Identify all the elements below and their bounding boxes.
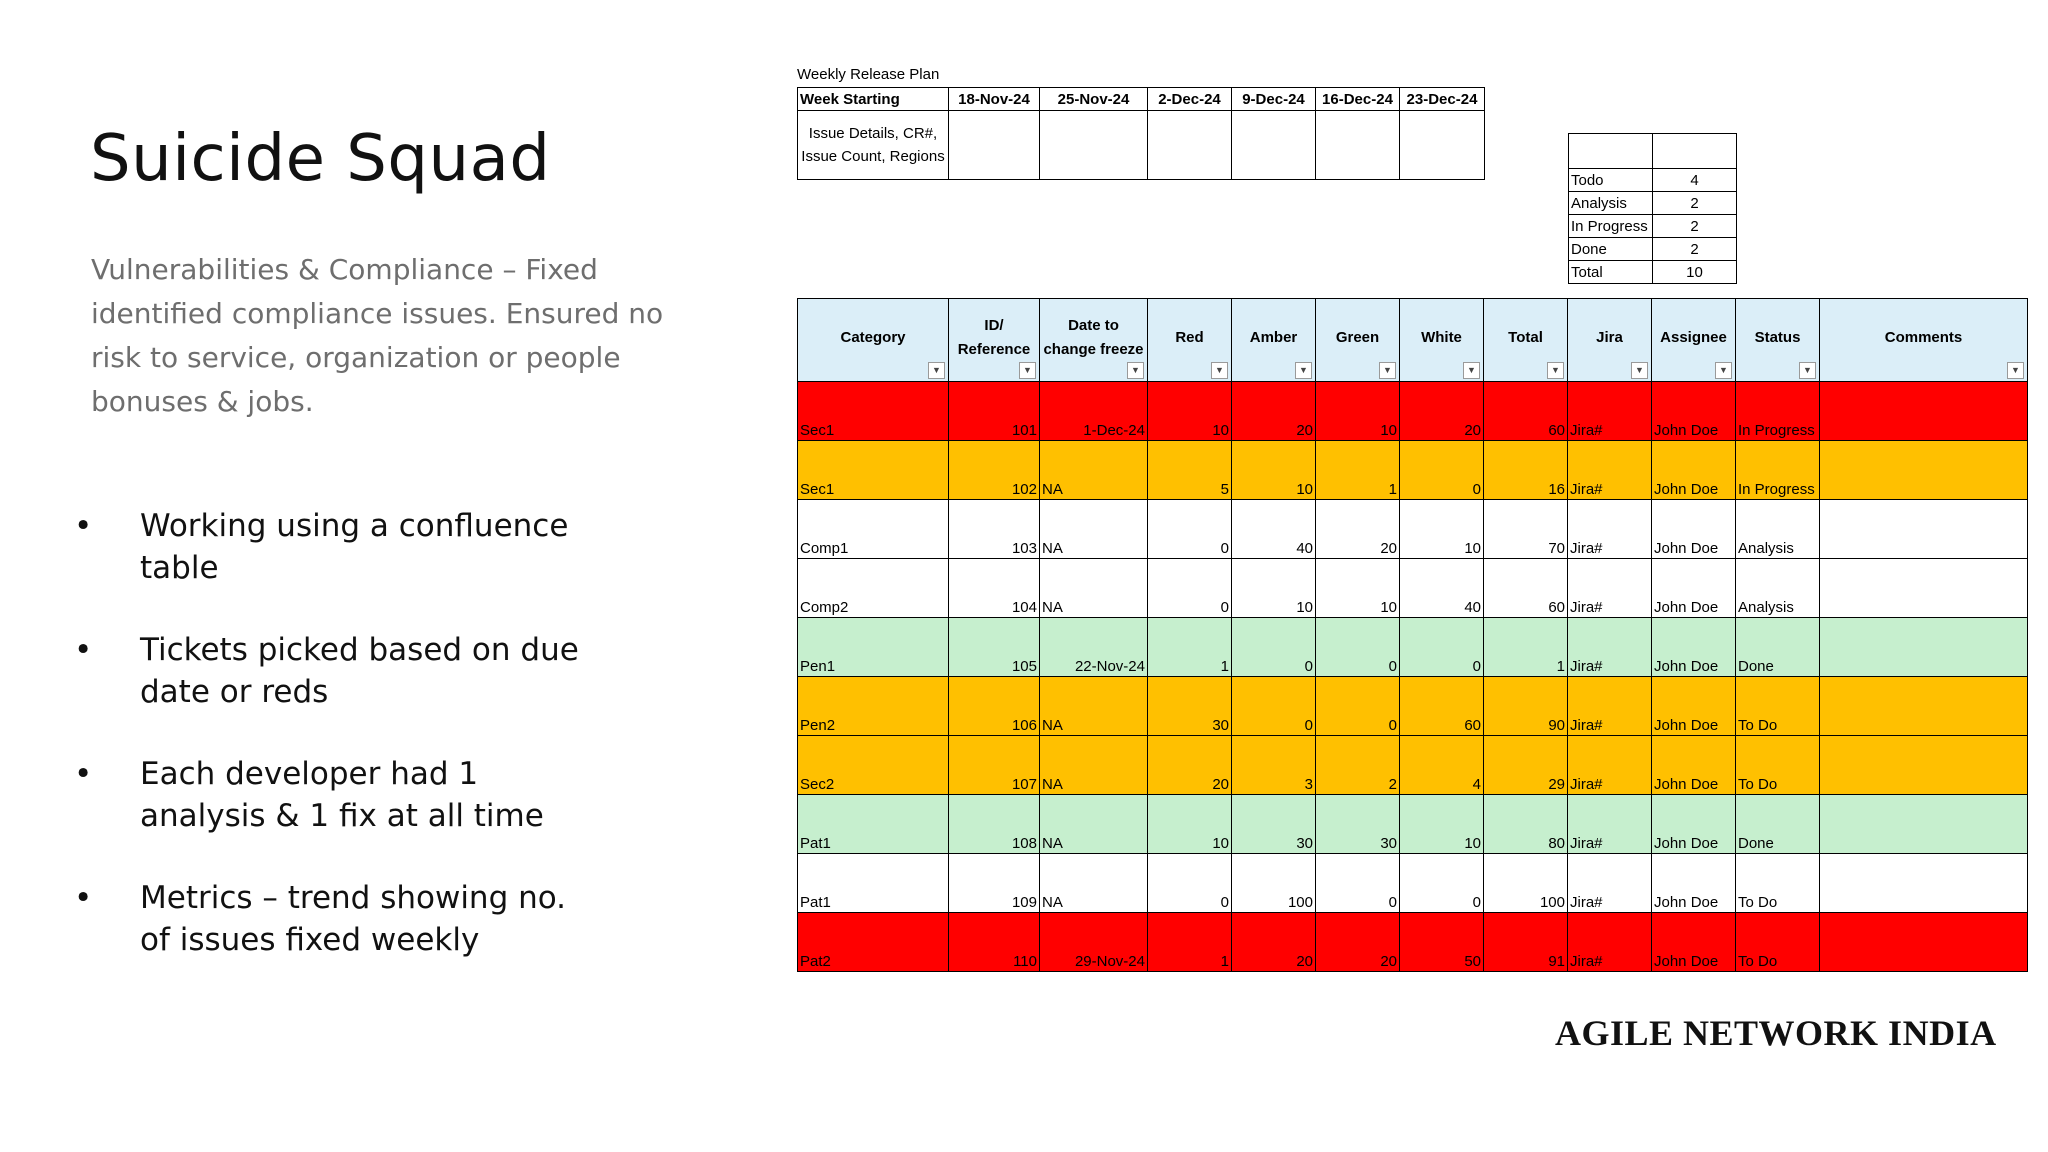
bullet-icon: • [74, 508, 93, 544]
cell-assignee[interactable]: John Doe [1652, 441, 1736, 500]
column-header-green [1316, 299, 1400, 382]
table-row [798, 618, 2028, 677]
agile-network-india-logo: AGILE NETWORK INDIA [1555, 1013, 1997, 1053]
cell-jira[interactable]: Jira# [1568, 854, 1652, 913]
cell-category[interactable]: Pat1 [798, 795, 949, 854]
cell-total[interactable]: 91 [1484, 913, 1568, 972]
cell-status[interactable]: Analysis [1736, 500, 1820, 559]
column-header-label: Date to change freeze [1043, 317, 1144, 358]
table-row [798, 736, 2028, 795]
cell-date[interactable]: 1-Dec-24 [1040, 382, 1148, 441]
release-plan-row-label: Issue Details, CR#, Issue Count, Regions [798, 111, 949, 180]
column-header-label: Comments [1884, 329, 1963, 346]
filter-dropdown-icon[interactable]: ▼ [1379, 362, 1396, 379]
table-row [798, 559, 2028, 618]
cell-category[interactable]: Sec1 [798, 441, 949, 500]
cell-id[interactable]: 107 [949, 736, 1040, 795]
cell-white[interactable]: 0 [1400, 618, 1484, 677]
cell-red[interactable]: 0 [1148, 559, 1232, 618]
cell-status[interactable]: To Do [1736, 736, 1820, 795]
cell-white[interactable]: 4 [1400, 736, 1484, 795]
column-header-status [1736, 299, 1820, 382]
table-row [798, 677, 2028, 736]
column-header-label: Green [1335, 329, 1380, 346]
cell-green[interactable]: 10 [1316, 559, 1400, 618]
cell-comments[interactable] [1820, 618, 2028, 677]
bullet-item: • Each developer had 1 analysis & 1 fix at all time [70, 753, 590, 837]
cell-total[interactable]: 70 [1484, 500, 1568, 559]
column-header-label: Total [1508, 329, 1543, 346]
filter-dropdown-icon[interactable]: ▼ [1019, 362, 1036, 379]
cell-status[interactable]: In Progress [1736, 382, 1820, 441]
cell-status[interactable]: To Do [1736, 913, 1820, 972]
cell-green[interactable]: 0 [1316, 618, 1400, 677]
release-plan-caption: Weekly Release Plan [797, 66, 940, 83]
column-header-label: Assignee [1660, 329, 1727, 346]
summary-label: In Progress [1569, 215, 1653, 238]
cell-status[interactable]: Done [1736, 618, 1820, 677]
release-plan-week: 25-Nov-24 [1040, 88, 1148, 111]
cell-total[interactable]: 80 [1484, 795, 1568, 854]
filter-dropdown-icon[interactable]: ▼ [1463, 362, 1480, 379]
cell-amber[interactable]: 20 [1232, 913, 1316, 972]
column-header-label: Status [1754, 329, 1801, 346]
column-header-comments [1820, 299, 2028, 382]
release-plan-week: 16-Dec-24 [1316, 88, 1400, 111]
cell-status[interactable]: To Do [1736, 677, 1820, 736]
release-plan-table [797, 87, 1485, 180]
table-row [798, 382, 2028, 441]
table-row [798, 913, 2028, 972]
cell-jira[interactable]: Jira# [1568, 441, 1652, 500]
summary-value: 2 [1653, 238, 1737, 261]
column-header-date-to-change-freeze [1040, 299, 1148, 382]
summary-value: 2 [1653, 215, 1737, 238]
cell-amber[interactable]: 0 [1232, 677, 1316, 736]
cell-assignee[interactable]: John Doe [1652, 618, 1736, 677]
cell-date[interactable]: NA [1040, 736, 1148, 795]
column-header-label: Jira [1596, 329, 1623, 346]
cell-green[interactable]: 0 [1316, 854, 1400, 913]
release-plan-cell[interactable] [1148, 111, 1232, 180]
cell-date[interactable]: NA [1040, 854, 1148, 913]
cell-id[interactable]: 110 [949, 913, 1040, 972]
release-plan-week: 2-Dec-24 [1148, 88, 1232, 111]
bullet-icon: • [74, 756, 93, 792]
cell-id[interactable]: 103 [949, 500, 1040, 559]
filter-dropdown-icon[interactable]: ▼ [1127, 362, 1144, 379]
cell-jira[interactable]: Jira# [1568, 382, 1652, 441]
cell-category[interactable]: Pat2 [798, 913, 949, 972]
cell-green[interactable]: 20 [1316, 913, 1400, 972]
filter-dropdown-icon[interactable]: ▼ [1211, 362, 1228, 379]
cell-assignee[interactable]: John Doe [1652, 500, 1736, 559]
cell-amber[interactable]: 10 [1232, 441, 1316, 500]
column-header-label: Red [1175, 329, 1204, 346]
release-plan-cell[interactable] [1400, 111, 1485, 180]
release-plan-cell[interactable] [1040, 111, 1148, 180]
cell-assignee[interactable]: John Doe [1652, 559, 1736, 618]
cell-white[interactable]: 10 [1400, 500, 1484, 559]
cell-category[interactable]: Pen1 [798, 618, 949, 677]
cell-status[interactable]: Done [1736, 795, 1820, 854]
cell-category[interactable]: Sec1 [798, 382, 949, 441]
cell-amber[interactable]: 10 [1232, 559, 1316, 618]
cell-white[interactable]: 50 [1400, 913, 1484, 972]
filter-dropdown-icon[interactable]: ▼ [928, 362, 945, 379]
release-plan-week: 9-Dec-24 [1232, 88, 1316, 111]
cell-date[interactable]: NA [1040, 677, 1148, 736]
summary-value: 2 [1653, 192, 1737, 215]
cell-status[interactable]: To Do [1736, 854, 1820, 913]
cell-jira[interactable]: Jira# [1568, 795, 1652, 854]
release-plan-cell[interactable] [949, 111, 1040, 180]
cell-comments[interactable] [1820, 441, 2028, 500]
release-plan-cell[interactable] [1232, 111, 1316, 180]
cell-total[interactable]: 1 [1484, 618, 1568, 677]
cell-white[interactable]: 20 [1400, 382, 1484, 441]
cell-amber[interactable]: 20 [1232, 382, 1316, 441]
cell-status[interactable]: Analysis [1736, 559, 1820, 618]
bullet-icon: • [74, 632, 93, 668]
table-row [798, 854, 2028, 913]
bullet-item: • Working using a confluence table [70, 505, 590, 589]
summary-label: Todo [1569, 169, 1653, 192]
cell-jira[interactable]: Jira# [1568, 618, 1652, 677]
cell-amber[interactable]: 0 [1232, 618, 1316, 677]
cell-jira[interactable]: Jira# [1568, 677, 1652, 736]
summary-value: 10 [1653, 261, 1737, 284]
filter-dropdown-icon[interactable]: ▼ [1547, 362, 1564, 379]
summary-blank-cell [1653, 134, 1737, 169]
column-header-white [1400, 299, 1484, 382]
cell-date[interactable]: NA [1040, 559, 1148, 618]
column-header-amber [1232, 299, 1316, 382]
cell-assignee[interactable]: John Doe [1652, 382, 1736, 441]
cell-red[interactable]: 0 [1148, 500, 1232, 559]
cell-white[interactable]: 10 [1400, 795, 1484, 854]
column-header-category [798, 299, 949, 382]
cell-total[interactable]: 100 [1484, 854, 1568, 913]
cell-comments[interactable] [1820, 854, 2028, 913]
cell-date[interactable]: NA [1040, 441, 1148, 500]
tracker-table [797, 298, 2028, 972]
cell-red[interactable]: 1 [1148, 618, 1232, 677]
column-header-jira [1568, 299, 1652, 382]
cell-id[interactable]: 105 [949, 618, 1040, 677]
cell-red[interactable]: 30 [1148, 677, 1232, 736]
cell-jira[interactable]: Jira# [1568, 736, 1652, 795]
filter-dropdown-icon[interactable]: ▼ [1799, 362, 1816, 379]
cell-green[interactable]: 1 [1316, 441, 1400, 500]
cell-comments[interactable] [1820, 559, 2028, 618]
cell-red[interactable]: 10 [1148, 795, 1232, 854]
cell-category[interactable]: Comp1 [798, 500, 949, 559]
cell-comments[interactable] [1820, 382, 2028, 441]
cell-id[interactable]: 104 [949, 559, 1040, 618]
cell-assignee[interactable]: John Doe [1652, 677, 1736, 736]
cell-green[interactable]: 30 [1316, 795, 1400, 854]
column-header-label: White [1421, 329, 1462, 346]
cell-date[interactable]: 29-Nov-24 [1040, 913, 1148, 972]
column-header-assignee [1652, 299, 1736, 382]
cell-date[interactable]: NA [1040, 795, 1148, 854]
cell-red[interactable]: 5 [1148, 441, 1232, 500]
cell-white[interactable]: 60 [1400, 677, 1484, 736]
cell-assignee[interactable]: John Doe [1652, 795, 1736, 854]
summary-blank-cell [1569, 134, 1653, 169]
slide-title: Suicide Squad [90, 122, 551, 196]
column-header-total [1484, 299, 1568, 382]
cell-amber[interactable]: 40 [1232, 500, 1316, 559]
bullet-item: • Tickets picked based on due date or reds [70, 629, 590, 713]
cell-total[interactable]: 60 [1484, 559, 1568, 618]
cell-green[interactable]: 0 [1316, 677, 1400, 736]
column-header-red [1148, 299, 1232, 382]
cell-total[interactable]: 29 [1484, 736, 1568, 795]
cell-date[interactable]: 22-Nov-24 [1040, 618, 1148, 677]
cell-id[interactable]: 106 [949, 677, 1040, 736]
release-plan-week: 18-Nov-24 [949, 88, 1040, 111]
cell-total[interactable]: 90 [1484, 677, 1568, 736]
cell-date[interactable]: NA [1040, 500, 1148, 559]
cell-amber[interactable]: 30 [1232, 795, 1316, 854]
bullet-list [70, 505, 590, 1001]
cell-comments[interactable] [1820, 677, 2028, 736]
cell-jira[interactable]: Jira# [1568, 913, 1652, 972]
cell-green[interactable]: 2 [1316, 736, 1400, 795]
cell-total[interactable]: 16 [1484, 441, 1568, 500]
column-header-label: ID/ Reference [957, 317, 1031, 358]
cell-assignee[interactable]: John Doe [1652, 854, 1736, 913]
table-row [798, 500, 2028, 559]
filter-dropdown-icon[interactable]: ▼ [2007, 362, 2024, 379]
cell-id[interactable]: 102 [949, 441, 1040, 500]
release-plan-header-label: Week Starting [798, 88, 949, 111]
cell-red[interactable]: 10 [1148, 382, 1232, 441]
cell-jira[interactable]: Jira# [1568, 559, 1652, 618]
column-header-id-reference [949, 299, 1040, 382]
cell-red[interactable]: 0 [1148, 854, 1232, 913]
column-header-label: Category [840, 329, 906, 346]
cell-id[interactable]: 109 [949, 854, 1040, 913]
cell-jira[interactable]: Jira# [1568, 500, 1652, 559]
slide-subtitle: Vulnerabilities & Compliance – Fixed identified compliance issues. Ensured no risk to service, organization or people bonuses & jobs. [91, 253, 664, 418]
column-header-label: Amber [1249, 329, 1298, 346]
filter-dropdown-icon[interactable]: ▼ [1715, 362, 1732, 379]
cell-amber[interactable]: 100 [1232, 854, 1316, 913]
cell-white[interactable]: 0 [1400, 441, 1484, 500]
cell-total[interactable]: 60 [1484, 382, 1568, 441]
status-summary-table [1568, 133, 1737, 284]
cell-comments[interactable] [1820, 500, 2028, 559]
cell-assignee[interactable]: John Doe [1652, 736, 1736, 795]
cell-comments[interactable] [1820, 913, 2028, 972]
release-plan-week: 23-Dec-24 [1400, 88, 1485, 111]
bullet-item: • Metrics – trend showing no. of issues fixed weekly [70, 877, 590, 961]
cell-amber[interactable]: 3 [1232, 736, 1316, 795]
filter-dropdown-icon[interactable]: ▼ [1631, 362, 1648, 379]
release-plan-cell[interactable] [1316, 111, 1400, 180]
cell-white[interactable]: 0 [1400, 854, 1484, 913]
cell-category[interactable]: Pen2 [798, 677, 949, 736]
cell-id[interactable]: 101 [949, 382, 1040, 441]
table-row [798, 795, 2028, 854]
cell-green[interactable]: 10 [1316, 382, 1400, 441]
cell-assignee[interactable]: John Doe [1652, 913, 1736, 972]
cell-category[interactable]: Sec2 [798, 736, 949, 795]
cell-white[interactable]: 40 [1400, 559, 1484, 618]
summary-label: Total [1569, 261, 1653, 284]
cell-status[interactable]: In Progress [1736, 441, 1820, 500]
cell-id[interactable]: 108 [949, 795, 1040, 854]
cell-comments[interactable] [1820, 795, 2028, 854]
cell-red[interactable]: 1 [1148, 913, 1232, 972]
cell-green[interactable]: 20 [1316, 500, 1400, 559]
table-row [798, 441, 2028, 500]
summary-label: Done [1569, 238, 1653, 261]
bullet-icon: • [74, 880, 93, 916]
summary-value: 4 [1653, 169, 1737, 192]
filter-dropdown-icon[interactable]: ▼ [1295, 362, 1312, 379]
cell-red[interactable]: 20 [1148, 736, 1232, 795]
cell-category[interactable]: Comp2 [798, 559, 949, 618]
cell-comments[interactable] [1820, 736, 2028, 795]
cell-category[interactable]: Pat1 [798, 854, 949, 913]
summary-label: Analysis [1569, 192, 1653, 215]
